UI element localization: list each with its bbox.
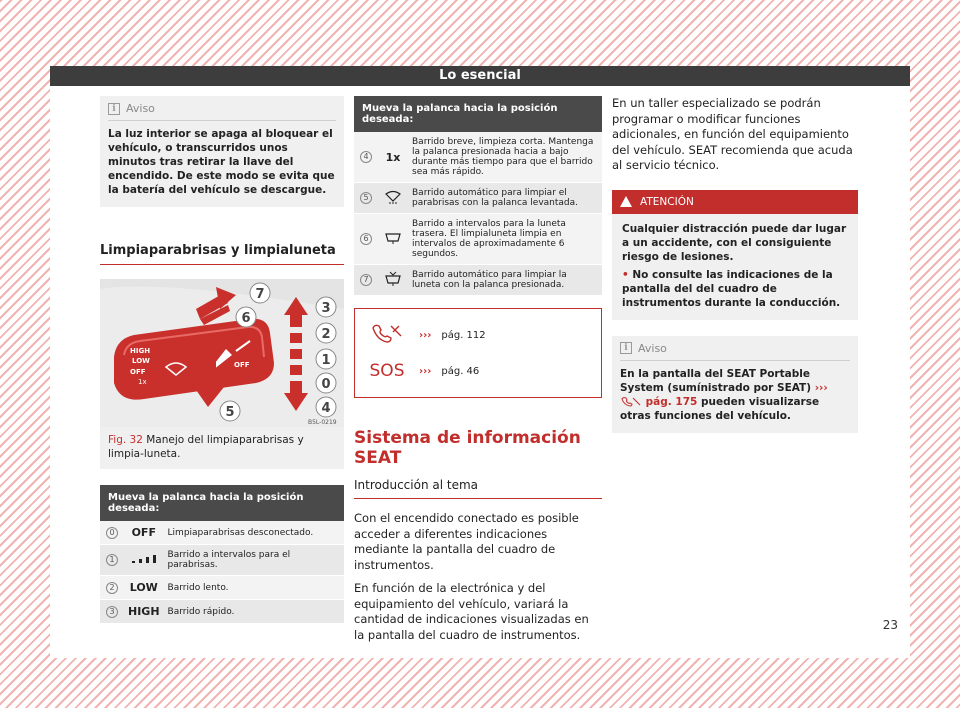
lever-high-label: HIGH <box>130 347 151 355</box>
column-left <box>100 96 344 624</box>
warning-text: Cualquier distracción puede dar lugar a un accidente, con el consiguiente riesgo de lesiones. <box>622 222 847 263</box>
note-label: Aviso <box>638 341 667 355</box>
row-number: 6 <box>360 233 372 245</box>
figure-wiper-lever <box>100 279 344 469</box>
chevron-icon: ››› <box>814 381 828 394</box>
callout-3: 3 <box>321 301 331 316</box>
lever-1x-label: 1x <box>138 378 147 386</box>
note-text: La luz interior se apaga al bloquear el vehículo, o transcurridos unos minutos tras retirar la llave del encendido. De este modo se evita que la batería del vehículo se descargue. <box>108 128 335 196</box>
warning-icon <box>620 196 632 207</box>
chevron-icon: ››› <box>419 329 432 341</box>
figure-caption <box>100 427 344 461</box>
note-header <box>108 102 336 121</box>
lever-low-label: LOW <box>132 357 150 365</box>
row-number: 0 <box>106 527 118 539</box>
table-row <box>100 545 344 576</box>
note-page-ref[interactable]: pág. 175 <box>645 395 698 408</box>
position-table-1 <box>100 485 344 624</box>
warning-header <box>612 190 858 214</box>
row-number: 4 <box>360 151 372 163</box>
step-1-icon <box>290 349 302 359</box>
row-number: 7 <box>360 274 372 286</box>
note-box <box>100 96 344 207</box>
table1-header: Mueva la palanca hacia la posición deseada: <box>100 485 344 521</box>
note-box <box>612 336 858 433</box>
row-text: Barrido a intervalos para la luneta trasera. El limpialuneta limpia en intervalos de aproximadamente 6 segundos. <box>408 214 602 265</box>
section-title-info: Sistema de información SEAT <box>354 428 581 468</box>
table-row <box>354 132 602 183</box>
note-text <box>620 367 850 423</box>
row-text: Barrido automático para limpiar el parabrisas con la palanca levantada. <box>408 183 602 214</box>
high-symbol: HIGH <box>124 600 164 624</box>
wiper-lever-illustration <box>100 279 344 427</box>
table-row <box>354 183 602 214</box>
manual-page <box>50 66 910 658</box>
column-middle <box>354 96 602 643</box>
note-text-part: pueden visualizarse otras funciones del vehículo. <box>620 395 820 422</box>
washer-icon <box>384 190 402 204</box>
callout-0: 0 <box>321 377 331 392</box>
figure-caption-text: Manejo del limpiaparabrisas y limpia-luneta. <box>108 434 304 460</box>
reference-row[interactable] <box>365 317 591 353</box>
row-text: Limpiaparabrisas desconectado. <box>164 521 344 545</box>
warning-bullet-item <box>622 268 848 310</box>
callout-7: 7 <box>255 287 265 302</box>
table-row <box>100 576 344 600</box>
callout-4: 4 <box>321 401 331 416</box>
page-number: 23 <box>882 618 898 632</box>
rear-washer-icon <box>384 271 402 287</box>
bullet-icon: • <box>622 268 629 281</box>
table-row <box>100 521 344 545</box>
chevron-icon: ››› <box>419 365 432 377</box>
callout-1: 1 <box>321 353 331 368</box>
warning-body <box>612 214 858 320</box>
note-text-part: En la pantalla del SEAT Portable System (sumínistrado por SEAT) <box>620 367 812 394</box>
column-right <box>612 96 858 433</box>
lever-off2-label: OFF <box>234 361 250 369</box>
info-icon: i <box>620 342 632 354</box>
lever-off-label: OFF <box>130 368 146 376</box>
table-row <box>354 214 602 265</box>
row-text: Barrido automático para limpiar la luneta con la palanca presionada. <box>408 265 602 296</box>
row-number: 3 <box>106 606 118 618</box>
table-row <box>100 600 344 624</box>
off-symbol: OFF <box>124 521 164 545</box>
phone-icon <box>369 322 405 344</box>
step-2-icon <box>290 333 302 343</box>
position-table-2 <box>354 96 602 296</box>
row-text: Barrido a intervalos para el parabrisas. <box>164 545 344 576</box>
row-text: Barrido lento. <box>164 576 344 600</box>
callout-6: 6 <box>241 311 251 326</box>
row-number: 2 <box>106 582 118 594</box>
row-number: 1 <box>106 554 118 566</box>
interval-icon <box>131 554 157 564</box>
reference-box <box>354 308 602 398</box>
table-row <box>354 265 602 296</box>
warning-label: ATENCIÓN <box>640 195 694 208</box>
page-header <box>50 66 910 86</box>
rear-wiper-icon <box>384 231 402 245</box>
row-text: Barrido breve, limpieza corta. Mantenga la palanca presionada hacia a bajo durante más tiempo para que el barrido sea más rápido. <box>408 132 602 183</box>
table2-header: Mueva la palanca hacia la posición deseada: <box>354 96 602 132</box>
paragraph: En función de la electrónica y del equipamiento del vehículo, variará la cantidad de indicaciones visualizadas en la pantalla del cuadro de instrumentos. <box>354 581 589 642</box>
warning-box <box>612 190 858 320</box>
info-icon: i <box>108 103 120 115</box>
sos-symbol: SOS <box>369 361 405 381</box>
step-0-icon <box>290 365 302 375</box>
onex-symbol: 1x <box>378 132 408 183</box>
callout-5: 5 <box>225 405 235 420</box>
warning-bullet-text: No consulte las indicaciones de la pantalla del del cuadro de instrumentos durante la conducción. <box>622 268 841 309</box>
note-label: Aviso <box>126 102 155 115</box>
paragraph: En un taller especializado se podrán programar o modificar funciones adicionales, en función del equipamiento del vehículo. SEAT recomienda que acuda al servicio técnico. <box>612 96 853 172</box>
row-text: Barrido rápido. <box>164 600 344 624</box>
reference-row[interactable] <box>365 353 591 389</box>
figure-number: Fig. 32 <box>108 434 143 446</box>
reference-page: pág. 46 <box>441 365 480 377</box>
low-symbol: LOW <box>124 576 164 600</box>
header-title: Lo esencial <box>439 68 521 83</box>
callout-2: 2 <box>321 327 331 342</box>
section-subtitle: Introducción al tema <box>354 468 602 499</box>
reference-page: pág. 112 <box>441 329 486 341</box>
phone-icon <box>620 396 642 408</box>
figure-code: B5L-0219 <box>308 419 337 426</box>
row-number: 5 <box>360 192 372 204</box>
section-title-wipers: Limpiaparabrisas y limpialuneta <box>100 243 344 265</box>
paragraph: Con el encendido conectado es posible acceder a diferentes indicaciones mediante la pantalla del cuadro de instrumentos. <box>354 511 579 572</box>
note-header <box>620 342 850 361</box>
